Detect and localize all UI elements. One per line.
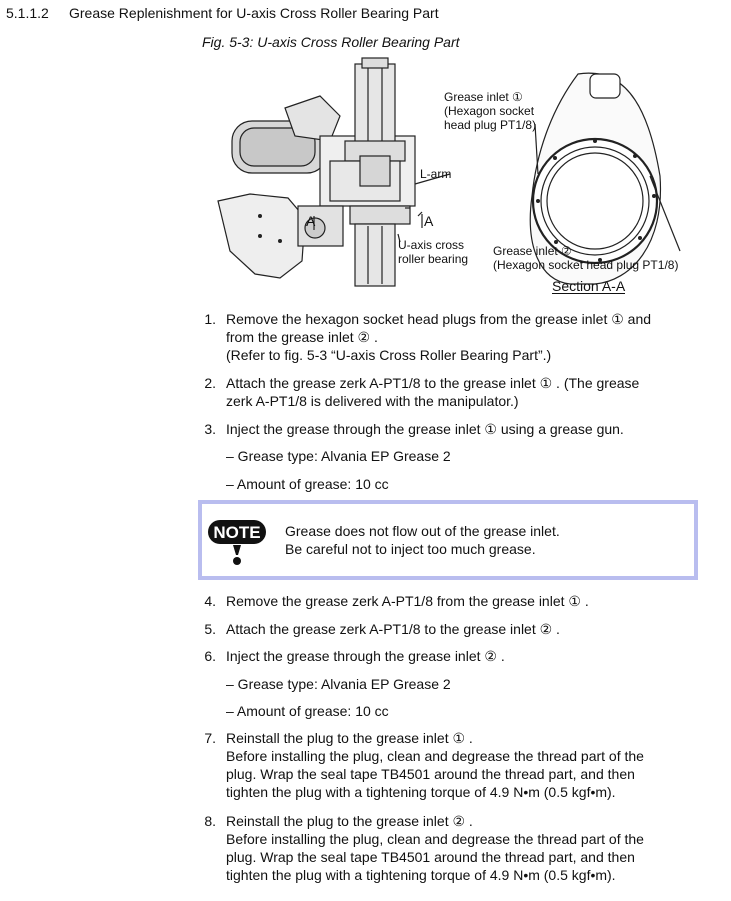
label-grease-inlet-1: Grease inlet ① (Hexagon socket head plug PT1/8) (444, 90, 537, 132)
figure-caption: Fig. 5-3: U-axis Cross Roller Bearing Part (202, 34, 460, 50)
label-a-mark-left: A (306, 213, 316, 229)
label-grease-inlet-2: Grease inlet ② (Hexagon socket head plug PT1/8) (493, 244, 679, 272)
section-heading (6, 5, 439, 21)
figure-illustration (210, 56, 710, 296)
note-icon (207, 519, 267, 567)
sub-item-grease-amount-2: – Amount of grease: 10 cc (226, 703, 389, 719)
label-l-arm: L-arm (420, 167, 452, 181)
sub-item-grease-type-2: – Grease type: Alvania EP Grease 2 (226, 676, 451, 692)
sub-item-grease-type: – Grease type: Alvania EP Grease 2 (226, 448, 451, 464)
note-badge-text: NOTE (213, 523, 261, 542)
label-u-axis-bearing: U-axis cross roller bearing (398, 238, 469, 266)
sub-item-grease-amount: – Amount of grease: 10 cc (226, 476, 389, 492)
section-number: 5.1.1.2 (6, 5, 49, 21)
note-text: Grease does not flow out of the grease inlet. Be careful not to inject too much grease. (285, 523, 560, 557)
label-a-mark: A (424, 213, 434, 229)
label-section-aa: Section A-A (552, 278, 626, 294)
section-title: Grease Replenishment for U-axis Cross Roller Bearing Part (69, 5, 439, 21)
